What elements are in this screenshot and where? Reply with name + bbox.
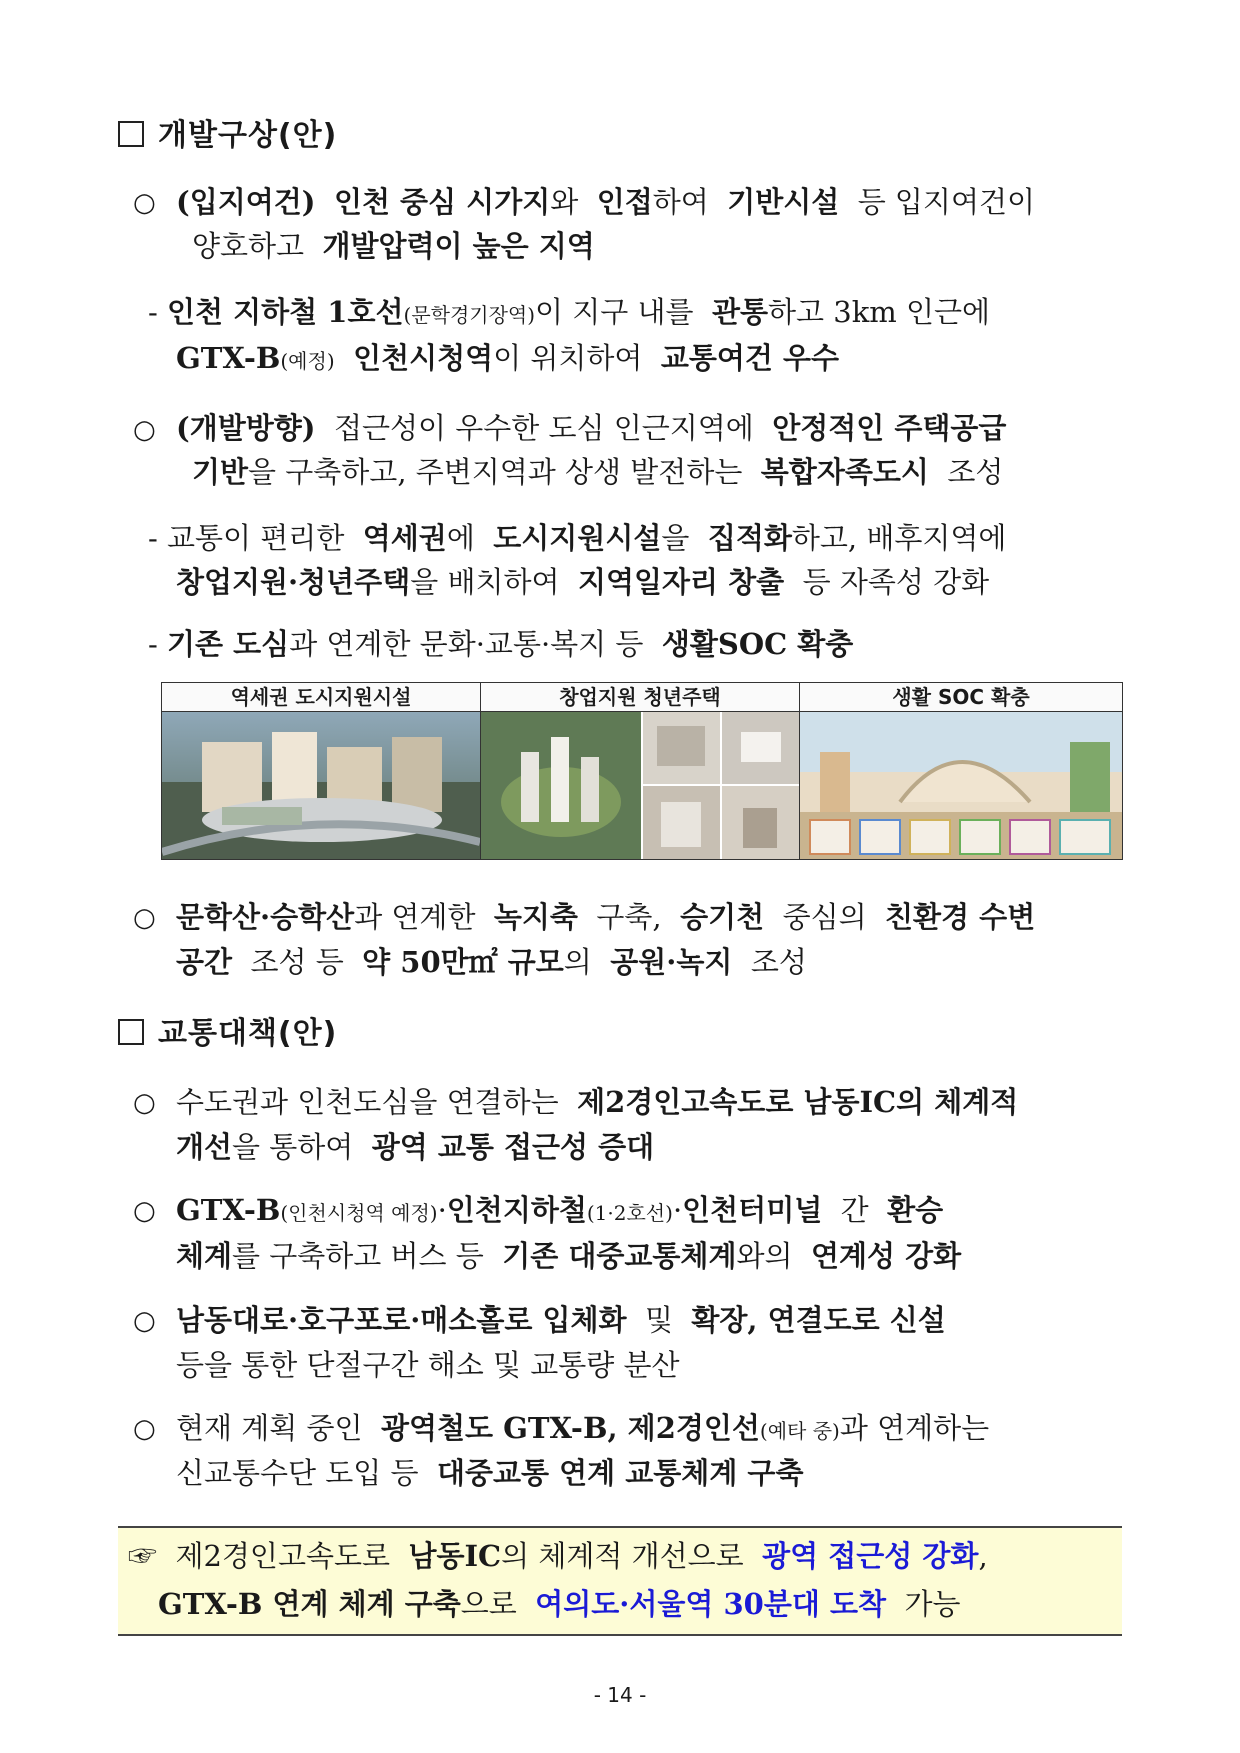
section-heading-transport: 교통대책(안) xyxy=(118,1008,337,1052)
pointing-hand-icon: ☞ xyxy=(128,1539,158,1573)
photo-header: 역세권 도시지원시설 xyxy=(162,683,481,712)
circle-bullet-icon: ○ xyxy=(133,1306,156,1336)
direction-paragraph-line1: (개발방향) 접근성이 우수한 도심 인근지역에 안정적인 주택공급 xyxy=(176,411,1007,445)
transit-hub-line1: - 교통이 편리한 역세권에 도시지원시설을 집적화하고, 배후지역에 xyxy=(148,521,1007,555)
new-transit-line2: 신교통수단 도입 등 대중교통 연계 교통체계 구축 xyxy=(176,1456,804,1490)
summary-note-line1: ☞ 제2경인고속도로 남동IC의 체계적 개선으로 광역 접근성 강화, xyxy=(128,1539,988,1573)
living-soc-image xyxy=(800,712,1122,859)
circle-bullet-icon: ○ xyxy=(133,1414,156,1444)
summary-note-box xyxy=(118,1526,1122,1636)
station-area-rendering-image xyxy=(162,712,481,859)
subway-line2: GTX-B(예정) 인천시청역이 위치하여 교통여건 우수 xyxy=(176,341,840,375)
transfer-system-line2: 체계를 구축하고 버스 등 기존 대중교통체계와의 연계성 강화 xyxy=(176,1239,962,1273)
circle-bullet-icon: ○ xyxy=(133,415,156,445)
page-number: - 14 - xyxy=(593,1683,647,1707)
photo-header: 창업지원 청년주택 xyxy=(481,683,800,712)
photo-table xyxy=(161,682,1123,860)
new-transit-line1: 현재 계획 중인 광역철도 GTX-B, 제2경인선(예타 중)과 연계하는 xyxy=(176,1411,990,1445)
direction-paragraph-line2: 기반을 구축하고, 주변지역과 상생 발전하는 복합자족도시 조성 xyxy=(192,455,1004,489)
ic-improvement-line2: 개선을 통하여 광역 교통 접근성 증대 xyxy=(176,1130,655,1164)
green-axis-line2: 공간 조성 등 약 50만㎡ 규모의 공원·녹지 조성 xyxy=(176,945,807,979)
circle-bullet-icon: ○ xyxy=(133,1088,156,1118)
photo-header: 생활 SOC 확충 xyxy=(800,683,1122,712)
circle-bullet-icon: ○ xyxy=(133,1196,156,1226)
summary-note-line2: GTX-B 연계 체계 구축으로 여의도·서울역 30분대 도착 가능 xyxy=(158,1587,961,1621)
road-improvement-line1: 남동대로·호구포로·매소홀로 입체화 및 확장, 연결도로 신설 xyxy=(176,1303,946,1337)
ic-improvement-line1: 수도권과 인천도심을 연결하는 제2경인고속도로 남동IC의 체계적 xyxy=(176,1085,1019,1119)
transit-hub-line2: 창업지원·청년주택을 배치하여 지역일자리 창출 등 자족성 강화 xyxy=(176,565,990,599)
transfer-system-line1: GTX-B(인천시청역 예정)·인천지하철(1·2호선)·인천터미널 간 환승 xyxy=(176,1193,944,1227)
checkbox-square-icon xyxy=(118,121,144,147)
soc-line: - 기존 도심과 연계한 문화·교통·복지 등 생활SOC 확충 xyxy=(148,627,854,661)
circle-bullet-icon: ○ xyxy=(133,903,156,933)
location-paragraph-line2: 양호하고 개발압력이 높은 지역 xyxy=(192,229,595,263)
checkbox-square-icon xyxy=(118,1019,144,1045)
youth-housing-image xyxy=(481,712,800,859)
section-heading-development: 개발구상(안) xyxy=(118,110,337,154)
green-axis-line1: 문학산·승학산과 연계한 녹지축 구축, 승기천 중심의 친환경 수변 xyxy=(176,900,1036,934)
subway-line1: - 인천 지하철 1호선(문학경기장역)이 지구 내를 관통하고 3km 인근에 xyxy=(148,295,991,329)
circle-bullet-icon: ○ xyxy=(133,188,156,218)
location-paragraph-line1: (입지여건) 인천 중심 시가지와 인접하여 기반시설 등 입지여건이 xyxy=(176,185,1035,219)
road-improvement-line2: 등을 통한 단절구간 해소 및 교통량 분산 xyxy=(176,1348,680,1382)
